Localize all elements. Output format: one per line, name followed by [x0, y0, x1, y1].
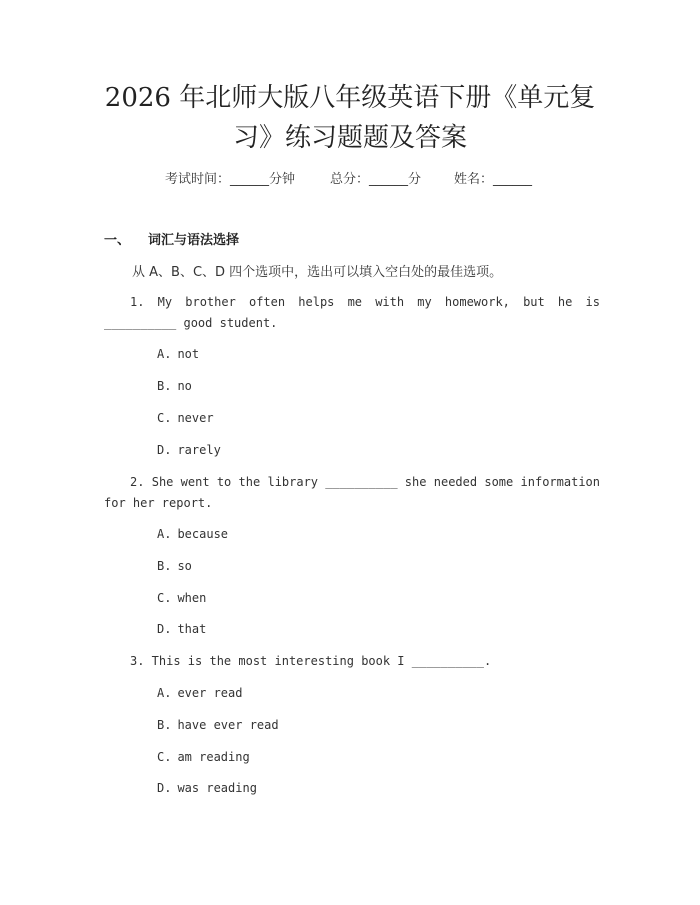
total-score-field: 总分：______分	[330, 172, 422, 187]
question-2-option-d: D. that	[157, 622, 207, 636]
question-3: 3. This is the most interesting book I __________.	[130, 654, 492, 668]
question-1-option-d: D. rarely	[157, 443, 221, 457]
question-2-option-a: A. because	[157, 527, 229, 541]
question-1: 1. My brother often helps me with my homework, but he is __________ good student.	[104, 295, 600, 330]
question-3-option-c: C. am reading	[157, 750, 250, 764]
student-name-field: 姓名：______	[454, 172, 533, 187]
question-2-option-b: B. so	[157, 559, 192, 573]
section-instruction: 从 A、B、C、D 四个选项中，选出可以填入空白处的最佳选项。	[132, 265, 503, 280]
question-1-option-a: A. not	[157, 347, 200, 361]
title-line-2: 习》练习题题及答案	[232, 123, 467, 153]
question-2-option-c: C. when	[157, 591, 207, 605]
section-heading	[104, 229, 239, 248]
section-number: 一、	[104, 233, 131, 248]
exam-time-field: 考试时间：______分钟	[165, 172, 296, 187]
section-title: 词汇与语法选择	[148, 233, 240, 248]
title-line-1: 2026 年北师大版八年级英语下册《单元复	[104, 83, 596, 113]
question-3-option-b: B. have ever read	[157, 718, 279, 732]
question-1-option-b: B. no	[157, 379, 192, 393]
page-title	[60, 78, 640, 158]
question-3-option-d: D. was reading	[157, 781, 257, 795]
question-2: 2. She went to the library __________ she needed some information for her report.	[104, 475, 600, 510]
question-3-option-a: A. ever read	[157, 686, 243, 700]
question-1-option-c: C. never	[157, 411, 214, 425]
